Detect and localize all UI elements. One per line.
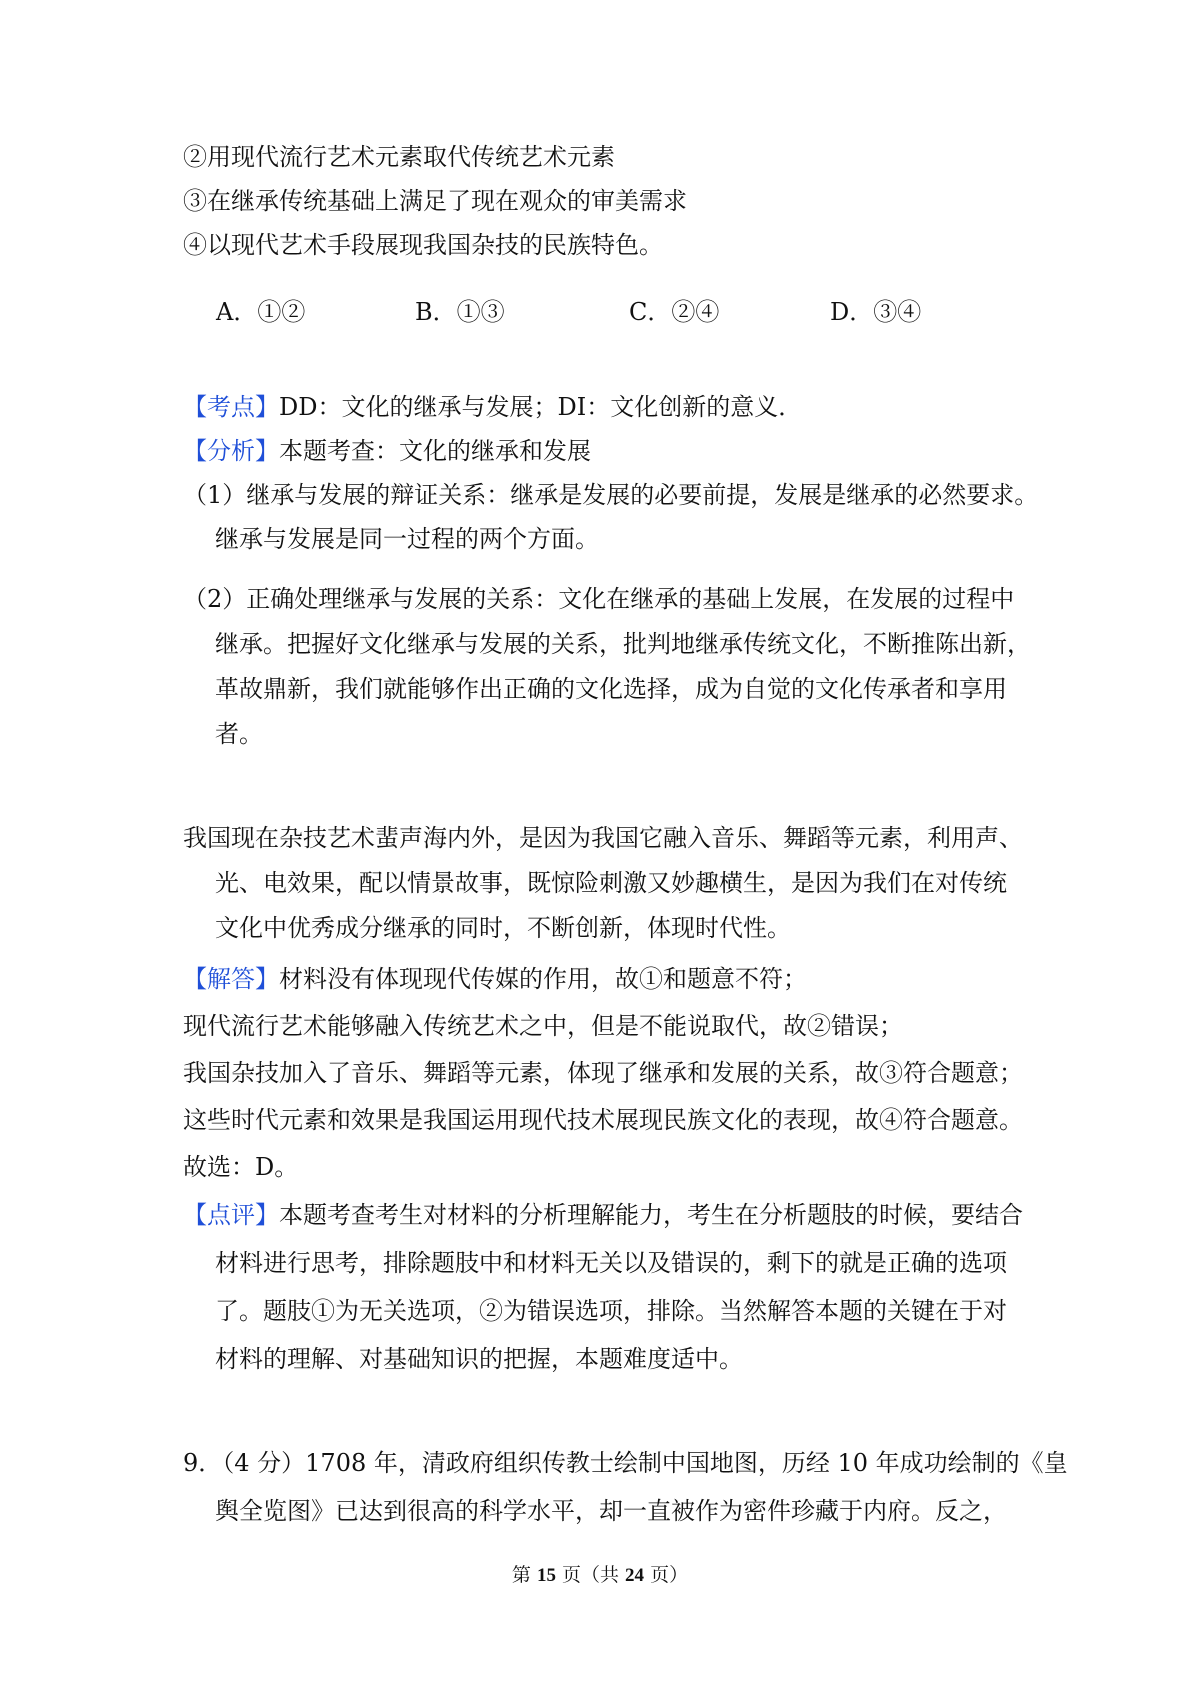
analysis-line-1: （1）继承与发展的辩证关系：继承是发展的必要前提，发展是继承的必然要求。 bbox=[183, 481, 1039, 509]
answer-line-1: 现代流行艺术能够融入传统艺术之中，但是不能说取代，故②错误； bbox=[183, 1012, 903, 1040]
option-stem-4: ④以现代艺术手段展现我国杂技的民族特色。 bbox=[183, 231, 663, 259]
fenxi-text: 本题考查：文化的继承和发展 bbox=[279, 437, 591, 465]
question-9-line-1: 9．（4 分）1708 年，清政府组织传教士绘制中国地图，历经 10 年成功绘制的《皇 bbox=[183, 1449, 1068, 1477]
footer-prefix: 第 bbox=[511, 1564, 531, 1586]
answer-line-2: 我国杂技加入了音乐、舞蹈等元素，体现了继承和发展的关系，故③符合题意； bbox=[183, 1059, 1023, 1087]
dianping-tag: 【点评】 bbox=[183, 1201, 279, 1229]
choice-d: D．③④ bbox=[830, 298, 922, 326]
choice-a: A．①② bbox=[216, 298, 306, 326]
material-line-3: 文化中优秀成分继承的同时，不断创新，体现时代性。 bbox=[215, 914, 791, 942]
fenxi-tag: 【分析】 bbox=[183, 437, 279, 465]
comment-line-3: 材料的理解、对基础知识的把握，本题难度适中。 bbox=[215, 1345, 743, 1373]
material-line-2: 光、电效果，配以情景故事，既惊险刺激又妙趣横生，是因为我们在对传统 bbox=[215, 869, 1007, 897]
dianping-text: 本题考查考生对材料的分析理解能力，考生在分析题肢的时候，要结合 bbox=[279, 1201, 1023, 1229]
comment-line-1: 材料进行思考，排除题肢中和材料无关以及错误的，剩下的就是正确的选项 bbox=[215, 1249, 1007, 1277]
fenxi-line bbox=[183, 435, 591, 467]
footer-page-number: 15 bbox=[536, 1565, 556, 1586]
kaodian-text: DD：文化的继承与发展；DI：文化创新的意义． bbox=[279, 393, 803, 421]
jieda-line bbox=[183, 963, 807, 995]
footer-total-pages: 24 bbox=[625, 1565, 645, 1586]
material-line-1: 我国现在杂技艺术蜚声海内外，是因为我国它融入音乐、舞蹈等元素，利用声、 bbox=[183, 824, 1023, 852]
option-stem-2: ②用现代流行艺术元素取代传统艺术元素 bbox=[183, 143, 615, 171]
page-footer bbox=[0, 1563, 1200, 1588]
analysis-line-4: 继承。把握好文化继承与发展的关系，批判地继承传统文化，不断推陈出新， bbox=[215, 630, 1031, 658]
choice-c: C．②④ bbox=[629, 298, 720, 326]
kaodian-tag: 【考点】 bbox=[183, 393, 279, 421]
analysis-line-6: 者。 bbox=[215, 720, 263, 748]
footer-suffix: 页） bbox=[650, 1564, 689, 1586]
jieda-tag: 【解答】 bbox=[183, 965, 279, 993]
footer-middle: 页（共 bbox=[561, 1564, 619, 1586]
analysis-line-2: 继承与发展是同一过程的两个方面。 bbox=[215, 525, 599, 553]
question-9-line-2: 舆全览图》已达到很高的科学水平，却一直被作为密件珍藏于内府。反之， bbox=[215, 1497, 1007, 1525]
analysis-line-5: 革故鼎新，我们就能够作出正确的文化选择，成为自觉的文化传承者和享用 bbox=[215, 675, 1007, 703]
jieda-text: 材料没有体现现代传媒的作用，故①和题意不符； bbox=[279, 965, 807, 993]
comment-line-2: 了。题肢①为无关选项，②为错误选项，排除。当然解答本题的关键在于对 bbox=[215, 1297, 1007, 1325]
dianping-line bbox=[183, 1199, 1023, 1231]
answer-line-4: 故选：D。 bbox=[183, 1153, 299, 1181]
option-stem-3: ③在继承传统基础上满足了现在观众的审美需求 bbox=[183, 187, 687, 215]
analysis-line-3: （2）正确处理继承与发展的关系：文化在继承的基础上发展，在发展的过程中 bbox=[183, 585, 1015, 613]
kaodian-line bbox=[183, 391, 802, 423]
choice-b: B．①③ bbox=[415, 298, 505, 326]
answer-line-3: 这些时代元素和效果是我国运用现代技术展现民族文化的表现，故④符合题意。 bbox=[183, 1106, 1023, 1134]
